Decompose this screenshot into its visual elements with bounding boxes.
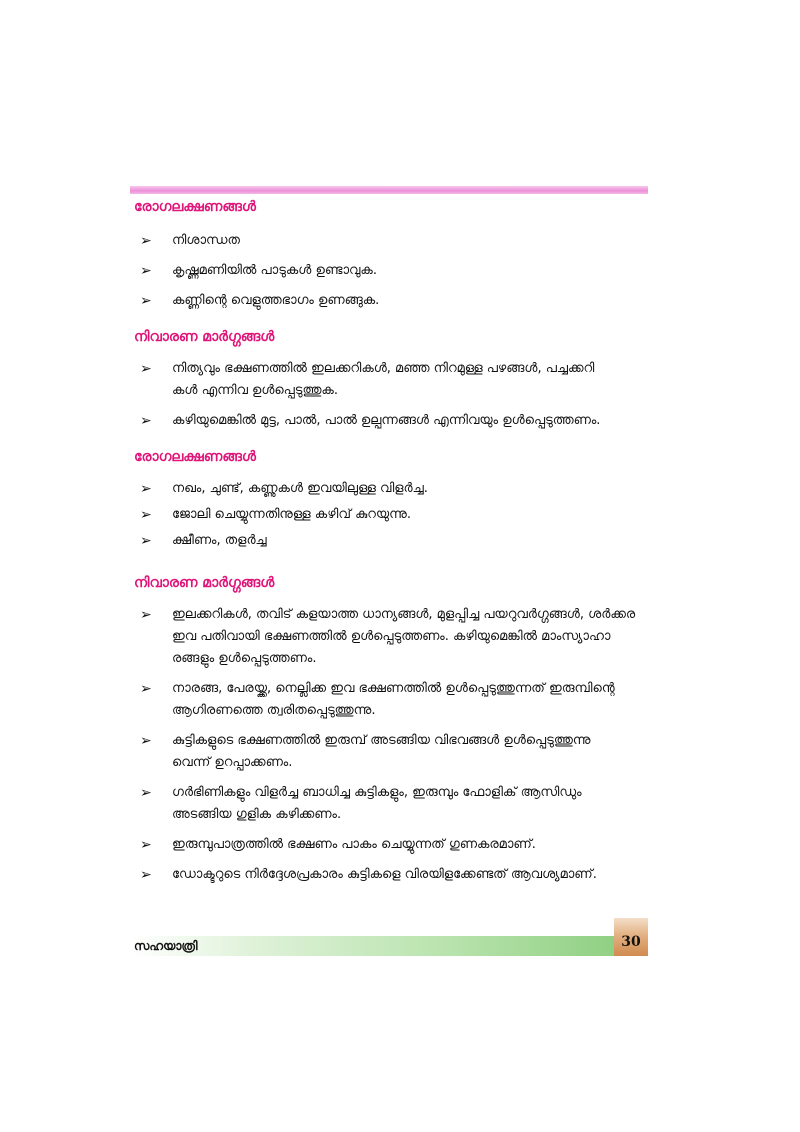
list-item <box>134 604 654 670</box>
arrow-bullet-icon: ➢ <box>140 481 152 497</box>
arrow-bullet-icon: ➢ <box>140 867 152 883</box>
list-item <box>134 678 654 722</box>
item-line: ഇവ പതിവായി ഭക്ഷണത്തിൽ ഉൾപ്പെടുത്തണം. കഴിയുമെങ്കിൽ മാംസ്യാഹാ <box>172 629 611 644</box>
section-heading: രോഗലക്ഷണങ്ങൾ <box>134 449 256 465</box>
list-item <box>134 864 654 886</box>
footer-green-bar <box>130 936 620 956</box>
bullet-list <box>134 478 654 552</box>
arrow-bullet-icon: ➢ <box>140 293 152 309</box>
footer-title: സഹയാത്രി <box>134 939 198 953</box>
item-line: അടങ്ങിയ ഗുളിക കഴിക്കണം. <box>172 807 342 822</box>
arrow-bullet-icon: ➢ <box>140 837 152 853</box>
arrow-bullet-icon: ➢ <box>140 681 152 697</box>
section-prevention-1 <box>134 326 654 432</box>
arrow-bullet-icon: ➢ <box>140 507 152 523</box>
list-item <box>134 730 654 774</box>
item-line: ഇലക്കറികൾ, തവിട് കളയാത്ത ധാന്യങ്ങൾ, മുളപ്പിച്ച പയറുവർഗ്ഗങ്ങൾ, ശർക്കര <box>172 607 636 622</box>
arrow-bullet-icon: ➢ <box>140 233 152 249</box>
arrow-bullet-icon: ➢ <box>140 733 152 749</box>
list-item <box>134 504 654 526</box>
list-item <box>134 410 654 432</box>
item-line: വെന്ന് ഉറപ്പാക്കണം. <box>172 755 293 770</box>
arrow-bullet-icon: ➢ <box>140 533 152 549</box>
item-line: കഴിയുമെങ്കിൽ മുട്ട, പാൽ, പാൽ ഉല്പന്നങ്ങൾ എന്നിവയും ഉൾപ്പെടുത്തണം. <box>172 413 601 428</box>
list-item <box>134 478 654 500</box>
page-number: 30 <box>621 934 641 950</box>
bullet-list <box>134 604 654 886</box>
item-line: ഗർഭിണികളും വിളർച്ച ബാധിച്ച കുട്ടികളും, ഇരുമ്പും ഫോളിക് ആസിഡും <box>172 785 582 800</box>
arrow-bullet-icon: ➢ <box>140 361 152 377</box>
list-item <box>134 782 654 826</box>
section-heading: രോഗലക്ഷണങ്ങൾ <box>134 199 256 215</box>
section-heading: നിവാരണ മാർഗ്ഗങ്ങൾ <box>134 575 275 591</box>
bullet-list <box>134 358 654 432</box>
list-item <box>134 260 654 282</box>
section-heading: നിവാരണ മാർഗ്ഗങ്ങൾ <box>134 329 275 345</box>
list-item <box>134 230 654 252</box>
item-line: ജോലി ചെയ്യുന്നതിനുള്ള കഴിവ് കുറയുന്നു. <box>172 507 412 522</box>
page-number-box <box>614 918 648 956</box>
item-line: ഇരുമ്പുപാത്രത്തിൽ ഭക്ഷണം പാകം ചെയ്യുന്നത് ഗുണകരമാണ്. <box>172 837 536 852</box>
section-symptoms-1 <box>134 196 654 312</box>
item-line: നിശാന്ധത <box>172 233 240 248</box>
item-line: രങ്ങളും ഉൾപ്പെടുത്തണം. <box>172 651 317 666</box>
arrow-bullet-icon: ➢ <box>140 607 152 623</box>
list-item <box>134 834 654 856</box>
item-line: നാരങ്ങ, പേരയ്ക്ക, നെല്ലിക്ക ഇവ ഭക്ഷണത്തിൽ ഉൾപ്പെടുത്തുന്നത് ഇരുമ്പിന്റെ <box>172 681 615 696</box>
section-prevention-2 <box>134 572 654 886</box>
item-line: കൾ എന്നിവ ഉൾപ്പെടുത്തുക. <box>172 383 338 398</box>
item-line: നഖം, ചുണ്ട്, കണ്ണുകൾ ഇവയിലുള്ള വിളർച്ച. <box>172 481 428 496</box>
item-line: ഡോക്ടറുടെ നിർദ്ദേശപ്രകാരം കുട്ടികളെ വിരയിളക്കേണ്ടത് ആവശ്യമാണ്. <box>172 867 597 882</box>
arrow-bullet-icon: ➢ <box>140 263 152 279</box>
item-line: ആഗിരണത്തെ ത്വരിതപ്പെടുത്തുന്നു. <box>172 703 376 718</box>
item-line: നിത്യവും ഭക്ഷണത്തിൽ ഇലക്കറികൾ, മഞ്ഞ നിറമുള്ള പഴങ്ങൾ, പച്ചക്കറി <box>172 361 595 376</box>
bullet-list <box>134 230 654 312</box>
item-line: കുട്ടികളുടെ ഭക്ഷണത്തിൽ ഇരുമ്പ് അടങ്ങിയ വിഭവങ്ങൾ ഉൾപ്പെടുത്തുന്നു <box>172 733 591 748</box>
list-item <box>134 358 654 402</box>
section-symptoms-2 <box>134 446 654 552</box>
item-line: കണ്ണിന്റെ വെളുത്തഭാഗം ഉണങ്ങുക. <box>172 293 380 308</box>
arrow-bullet-icon: ➢ <box>140 785 152 801</box>
item-line: ക്ഷീണം, തളർച്ച <box>172 533 267 548</box>
arrow-bullet-icon: ➢ <box>140 413 152 429</box>
item-line: കൃഷ്ണമണിയിൽ പാടുകൾ ഉണ്ടാവുക. <box>172 263 377 278</box>
list-item <box>134 290 654 312</box>
list-item <box>134 530 654 552</box>
header-pink-bar <box>130 186 648 194</box>
page-content <box>134 196 654 886</box>
